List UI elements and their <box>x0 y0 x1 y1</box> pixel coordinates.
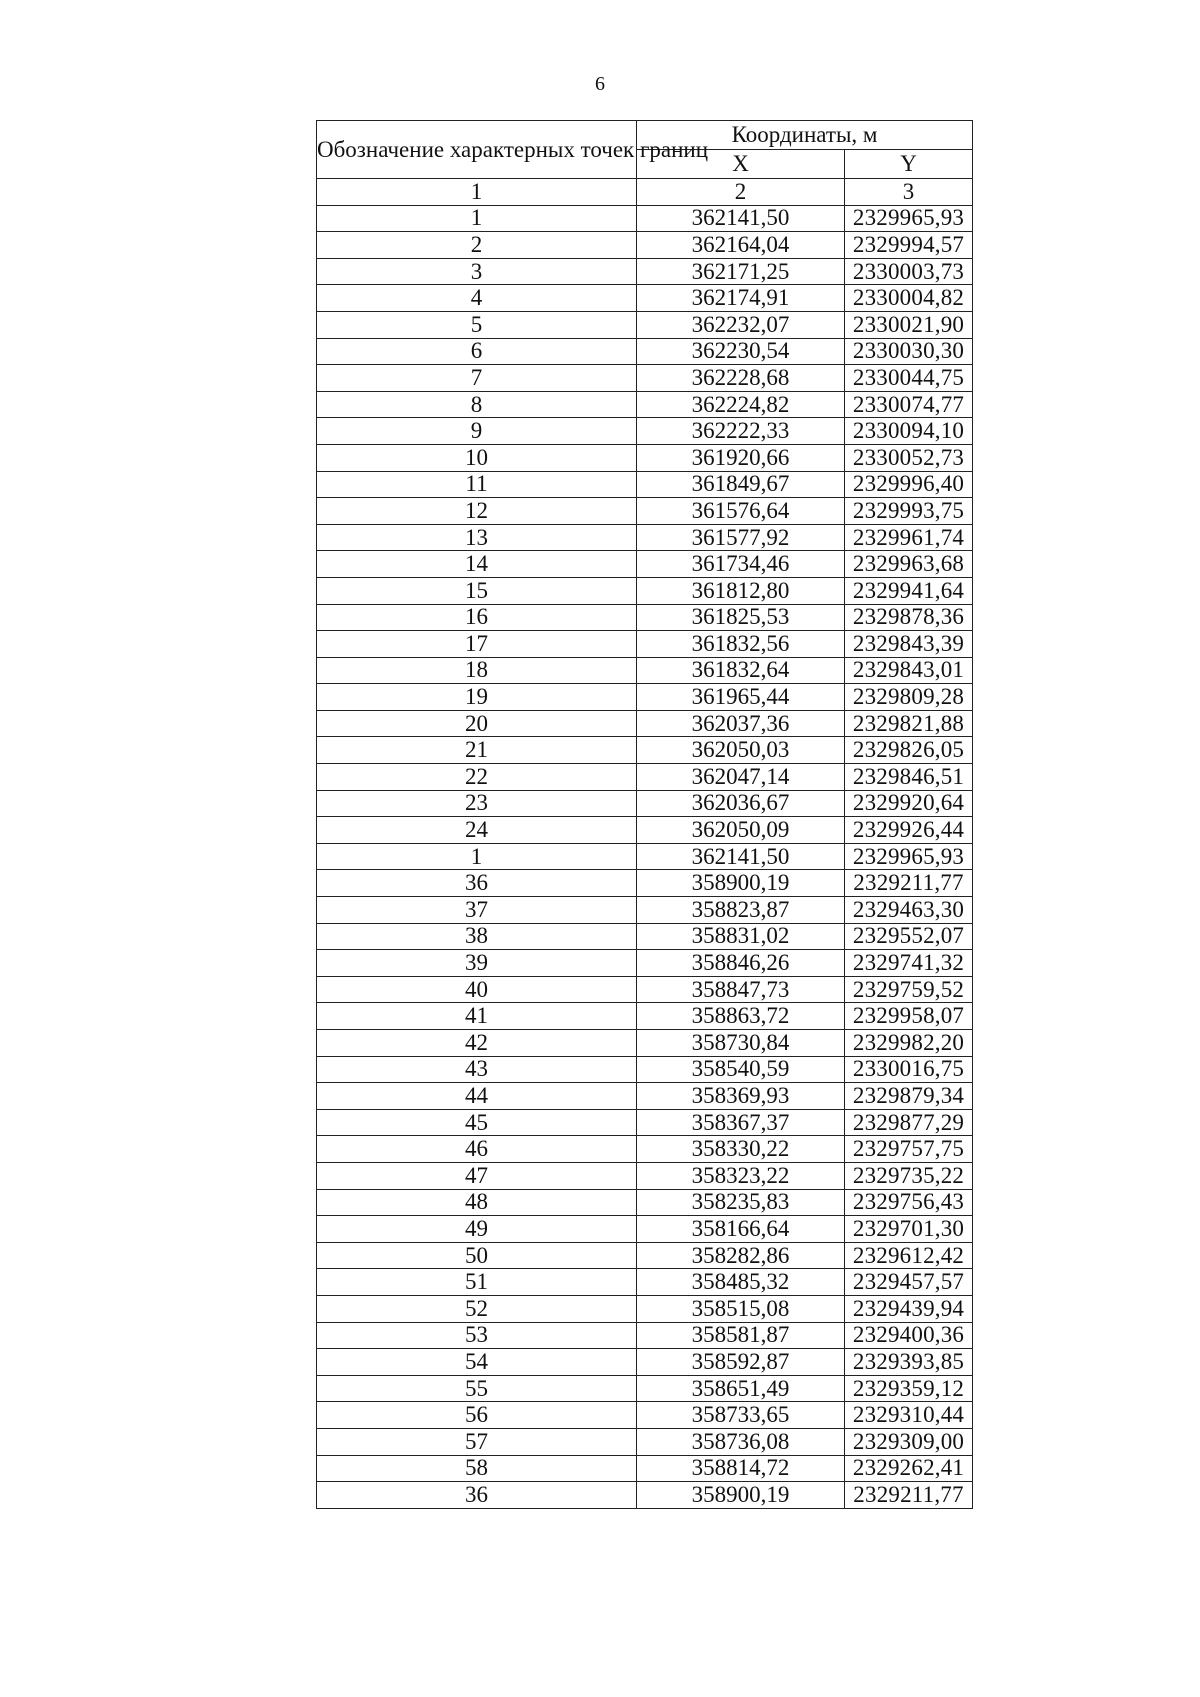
point-number-cell: 2 <box>317 232 637 259</box>
point-number-cell: 57 <box>317 1428 637 1455</box>
table-row <box>317 232 973 259</box>
table-row <box>317 1083 973 1110</box>
y-coordinate-cell: 2329826,05 <box>845 737 973 764</box>
point-number-cell: 39 <box>317 950 637 977</box>
y-coordinate-cell: 2329958,07 <box>845 1003 973 1030</box>
point-number-cell: 23 <box>317 790 637 817</box>
y-coordinate-cell: 2330003,73 <box>845 258 973 285</box>
y-coordinate-cell: 2329612,42 <box>845 1242 973 1269</box>
point-number-cell: 7 <box>317 365 637 392</box>
y-coordinate-cell: 2329993,75 <box>845 498 973 525</box>
point-number-cell: 36 <box>317 870 637 897</box>
y-coordinate-cell: 2330044,75 <box>845 365 973 392</box>
point-number-cell: 11 <box>317 471 637 498</box>
table-row <box>317 1269 973 1296</box>
x-coordinate-cell: 361825,53 <box>637 604 845 631</box>
table-body <box>317 205 973 1508</box>
y-coordinate-cell: 2329741,32 <box>845 950 973 977</box>
table-row <box>317 1030 973 1057</box>
y-coordinate-cell: 2329756,43 <box>845 1189 973 1216</box>
x-coordinate-cell: 362036,67 <box>637 790 845 817</box>
x-coordinate-cell: 358730,84 <box>637 1030 845 1057</box>
table-row <box>317 817 973 844</box>
table-row <box>317 1349 973 1376</box>
point-number-cell: 24 <box>317 817 637 844</box>
point-number-cell: 21 <box>317 737 637 764</box>
table-row <box>317 1242 973 1269</box>
y-coordinate-cell: 2329926,44 <box>845 817 973 844</box>
x-coordinate-cell: 362171,25 <box>637 258 845 285</box>
table-row <box>317 338 973 365</box>
x-coordinate-cell: 362174,91 <box>637 285 845 312</box>
table-row <box>317 498 973 525</box>
point-number-cell: 56 <box>317 1402 637 1429</box>
x-coordinate-cell: 362037,36 <box>637 710 845 737</box>
y-coordinate-cell: 2329211,77 <box>845 1482 973 1509</box>
table-row <box>317 710 973 737</box>
point-number-cell: 46 <box>317 1136 637 1163</box>
table-row <box>317 258 973 285</box>
coordinates-table <box>316 120 973 1509</box>
point-number-cell: 53 <box>317 1322 637 1349</box>
y-coordinate-cell: 2329996,40 <box>845 471 973 498</box>
y-coordinate-cell: 2329941,64 <box>845 577 973 604</box>
x-coordinate-cell: 358330,22 <box>637 1136 845 1163</box>
table-row <box>317 737 973 764</box>
point-number-cell: 3 <box>317 258 637 285</box>
x-coordinate-cell: 358863,72 <box>637 1003 845 1030</box>
x-coordinate-cell: 358282,86 <box>637 1242 845 1269</box>
point-number-cell: 8 <box>317 391 637 418</box>
x-coordinate-cell: 362164,04 <box>637 232 845 259</box>
table-row <box>317 444 973 471</box>
y-coordinate-cell: 2329809,28 <box>845 684 973 711</box>
header-coordinates: Координаты, м <box>637 121 973 150</box>
table-row <box>317 843 973 870</box>
point-number-cell: 1 <box>317 205 637 232</box>
x-coordinate-cell: 358733,65 <box>637 1402 845 1429</box>
x-coordinate-cell: 362228,68 <box>637 365 845 392</box>
y-coordinate-cell: 2329211,77 <box>845 870 973 897</box>
x-coordinate-cell: 362141,50 <box>637 205 845 232</box>
column-number-2: 2 <box>637 179 845 206</box>
x-coordinate-cell: 361577,92 <box>637 524 845 551</box>
x-coordinate-cell: 358823,87 <box>637 897 845 924</box>
point-number-cell: 44 <box>317 1083 637 1110</box>
x-coordinate-cell: 362222,33 <box>637 418 845 445</box>
x-coordinate-cell: 361832,64 <box>637 657 845 684</box>
point-number-cell: 14 <box>317 551 637 578</box>
table-row <box>317 1375 973 1402</box>
table-row <box>317 923 973 950</box>
y-coordinate-cell: 2329843,39 <box>845 631 973 658</box>
x-coordinate-cell: 358581,87 <box>637 1322 845 1349</box>
table-row <box>317 1455 973 1482</box>
point-number-cell: 50 <box>317 1242 637 1269</box>
y-coordinate-cell: 2329994,57 <box>845 232 973 259</box>
point-number-cell: 55 <box>317 1375 637 1402</box>
x-coordinate-cell: 358900,19 <box>637 870 845 897</box>
point-number-cell: 4 <box>317 285 637 312</box>
table-row <box>317 976 973 1003</box>
page-number: 6 <box>595 73 605 95</box>
point-number-cell: 54 <box>317 1349 637 1376</box>
table-row <box>317 657 973 684</box>
y-coordinate-cell: 2329843,01 <box>845 657 973 684</box>
x-coordinate-cell: 358651,49 <box>637 1375 845 1402</box>
point-number-cell: 6 <box>317 338 637 365</box>
table-row <box>317 1216 973 1243</box>
x-coordinate-cell: 362050,03 <box>637 737 845 764</box>
header-y: Y <box>845 150 973 179</box>
y-coordinate-cell: 2329701,30 <box>845 1216 973 1243</box>
table-row <box>317 551 973 578</box>
table-row <box>317 205 973 232</box>
point-number-cell: 9 <box>317 418 637 445</box>
x-coordinate-cell: 358831,02 <box>637 923 845 950</box>
x-coordinate-cell: 361965,44 <box>637 684 845 711</box>
y-coordinate-cell: 2330094,10 <box>845 418 973 445</box>
x-coordinate-cell: 361576,64 <box>637 498 845 525</box>
y-coordinate-cell: 2329400,36 <box>845 1322 973 1349</box>
x-coordinate-cell: 358235,83 <box>637 1189 845 1216</box>
table-row <box>317 950 973 977</box>
x-coordinate-cell: 358814,72 <box>637 1455 845 1482</box>
y-coordinate-cell: 2329757,75 <box>845 1136 973 1163</box>
table-row <box>317 1322 973 1349</box>
y-coordinate-cell: 2329982,20 <box>845 1030 973 1057</box>
x-coordinate-cell: 361832,56 <box>637 631 845 658</box>
table-row <box>317 1428 973 1455</box>
point-number-cell: 48 <box>317 1189 637 1216</box>
y-coordinate-cell: 2329759,52 <box>845 976 973 1003</box>
y-coordinate-cell: 2329965,93 <box>845 843 973 870</box>
y-coordinate-cell: 2329457,57 <box>845 1269 973 1296</box>
point-number-cell: 18 <box>317 657 637 684</box>
table-row <box>317 1482 973 1509</box>
y-coordinate-cell: 2329463,30 <box>845 897 973 924</box>
point-number-cell: 37 <box>317 897 637 924</box>
point-number-cell: 49 <box>317 1216 637 1243</box>
y-coordinate-cell: 2329877,29 <box>845 1109 973 1136</box>
y-coordinate-cell: 2329359,12 <box>845 1375 973 1402</box>
table-row <box>317 1295 973 1322</box>
table-row <box>317 365 973 392</box>
y-coordinate-cell: 2329920,64 <box>845 790 973 817</box>
table-row <box>317 1162 973 1189</box>
x-coordinate-cell: 362224,82 <box>637 391 845 418</box>
y-coordinate-cell: 2329393,85 <box>845 1349 973 1376</box>
point-number-cell: 16 <box>317 604 637 631</box>
x-coordinate-cell: 358323,22 <box>637 1162 845 1189</box>
y-coordinate-cell: 2329878,36 <box>845 604 973 631</box>
header-row-main <box>317 121 973 150</box>
x-coordinate-cell: 358846,26 <box>637 950 845 977</box>
point-number-cell: 42 <box>317 1030 637 1057</box>
point-number-cell: 20 <box>317 710 637 737</box>
table-row <box>317 1402 973 1429</box>
x-coordinate-cell: 361849,67 <box>637 471 845 498</box>
x-coordinate-cell: 362232,07 <box>637 311 845 338</box>
x-coordinate-cell: 362141,50 <box>637 843 845 870</box>
y-coordinate-cell: 2330021,90 <box>845 311 973 338</box>
table-row <box>317 604 973 631</box>
y-coordinate-cell: 2330074,77 <box>845 391 973 418</box>
table-row <box>317 285 973 312</box>
y-coordinate-cell: 2329965,93 <box>845 205 973 232</box>
table-row <box>317 1136 973 1163</box>
point-number-cell: 36 <box>317 1482 637 1509</box>
table-row <box>317 524 973 551</box>
y-coordinate-cell: 2329846,51 <box>845 764 973 791</box>
table-row <box>317 1189 973 1216</box>
point-number-cell: 41 <box>317 1003 637 1030</box>
y-coordinate-cell: 2329309,00 <box>845 1428 973 1455</box>
x-coordinate-cell: 358736,08 <box>637 1428 845 1455</box>
point-number-cell: 58 <box>317 1455 637 1482</box>
column-number-1: 1 <box>317 179 637 206</box>
table-row <box>317 471 973 498</box>
header-points: Обозначение характерных точек границ <box>317 121 637 179</box>
x-coordinate-cell: 361734,46 <box>637 551 845 578</box>
y-coordinate-cell: 2329963,68 <box>845 551 973 578</box>
y-coordinate-cell: 2330004,82 <box>845 285 973 312</box>
table-row <box>317 391 973 418</box>
point-number-cell: 12 <box>317 498 637 525</box>
point-number-cell: 1 <box>317 843 637 870</box>
x-coordinate-cell: 358485,32 <box>637 1269 845 1296</box>
y-coordinate-cell: 2329439,94 <box>845 1295 973 1322</box>
point-number-cell: 19 <box>317 684 637 711</box>
point-number-cell: 43 <box>317 1056 637 1083</box>
table-row <box>317 790 973 817</box>
x-coordinate-cell: 358515,08 <box>637 1295 845 1322</box>
column-number-row <box>317 179 973 206</box>
table-row <box>317 1003 973 1030</box>
table-row <box>317 631 973 658</box>
x-coordinate-cell: 362230,54 <box>637 338 845 365</box>
table-row <box>317 684 973 711</box>
y-coordinate-cell: 2329879,34 <box>845 1083 973 1110</box>
point-number-cell: 51 <box>317 1269 637 1296</box>
x-coordinate-cell: 362050,09 <box>637 817 845 844</box>
table-row <box>317 418 973 445</box>
point-number-cell: 17 <box>317 631 637 658</box>
x-coordinate-cell: 358900,19 <box>637 1482 845 1509</box>
x-coordinate-cell: 358367,37 <box>637 1109 845 1136</box>
x-coordinate-cell: 358369,93 <box>637 1083 845 1110</box>
point-number-cell: 10 <box>317 444 637 471</box>
x-coordinate-cell: 358166,64 <box>637 1216 845 1243</box>
column-number-3: 3 <box>845 179 973 206</box>
x-coordinate-cell: 361812,80 <box>637 577 845 604</box>
point-number-cell: 45 <box>317 1109 637 1136</box>
table-row <box>317 1109 973 1136</box>
point-number-cell: 15 <box>317 577 637 604</box>
header-x: X <box>637 150 845 179</box>
y-coordinate-cell: 2329821,88 <box>845 710 973 737</box>
x-coordinate-cell: 361920,66 <box>637 444 845 471</box>
table-header <box>317 121 973 206</box>
point-number-cell: 52 <box>317 1295 637 1322</box>
point-number-cell: 40 <box>317 976 637 1003</box>
y-coordinate-cell: 2329961,74 <box>845 524 973 551</box>
point-number-cell: 22 <box>317 764 637 791</box>
y-coordinate-cell: 2330030,30 <box>845 338 973 365</box>
y-coordinate-cell: 2329735,22 <box>845 1162 973 1189</box>
y-coordinate-cell: 2329310,44 <box>845 1402 973 1429</box>
point-number-cell: 47 <box>317 1162 637 1189</box>
table-row <box>317 577 973 604</box>
y-coordinate-cell: 2329262,41 <box>845 1455 973 1482</box>
x-coordinate-cell: 358847,73 <box>637 976 845 1003</box>
y-coordinate-cell: 2330016,75 <box>845 1056 973 1083</box>
table-row <box>317 897 973 924</box>
y-coordinate-cell: 2330052,73 <box>845 444 973 471</box>
y-coordinate-cell: 2329552,07 <box>845 923 973 950</box>
table-row <box>317 764 973 791</box>
point-number-cell: 38 <box>317 923 637 950</box>
x-coordinate-cell: 358592,87 <box>637 1349 845 1376</box>
x-coordinate-cell: 362047,14 <box>637 764 845 791</box>
table-row <box>317 870 973 897</box>
point-number-cell: 13 <box>317 524 637 551</box>
point-number-cell: 5 <box>317 311 637 338</box>
table-row <box>317 1056 973 1083</box>
table-row <box>317 311 973 338</box>
x-coordinate-cell: 358540,59 <box>637 1056 845 1083</box>
